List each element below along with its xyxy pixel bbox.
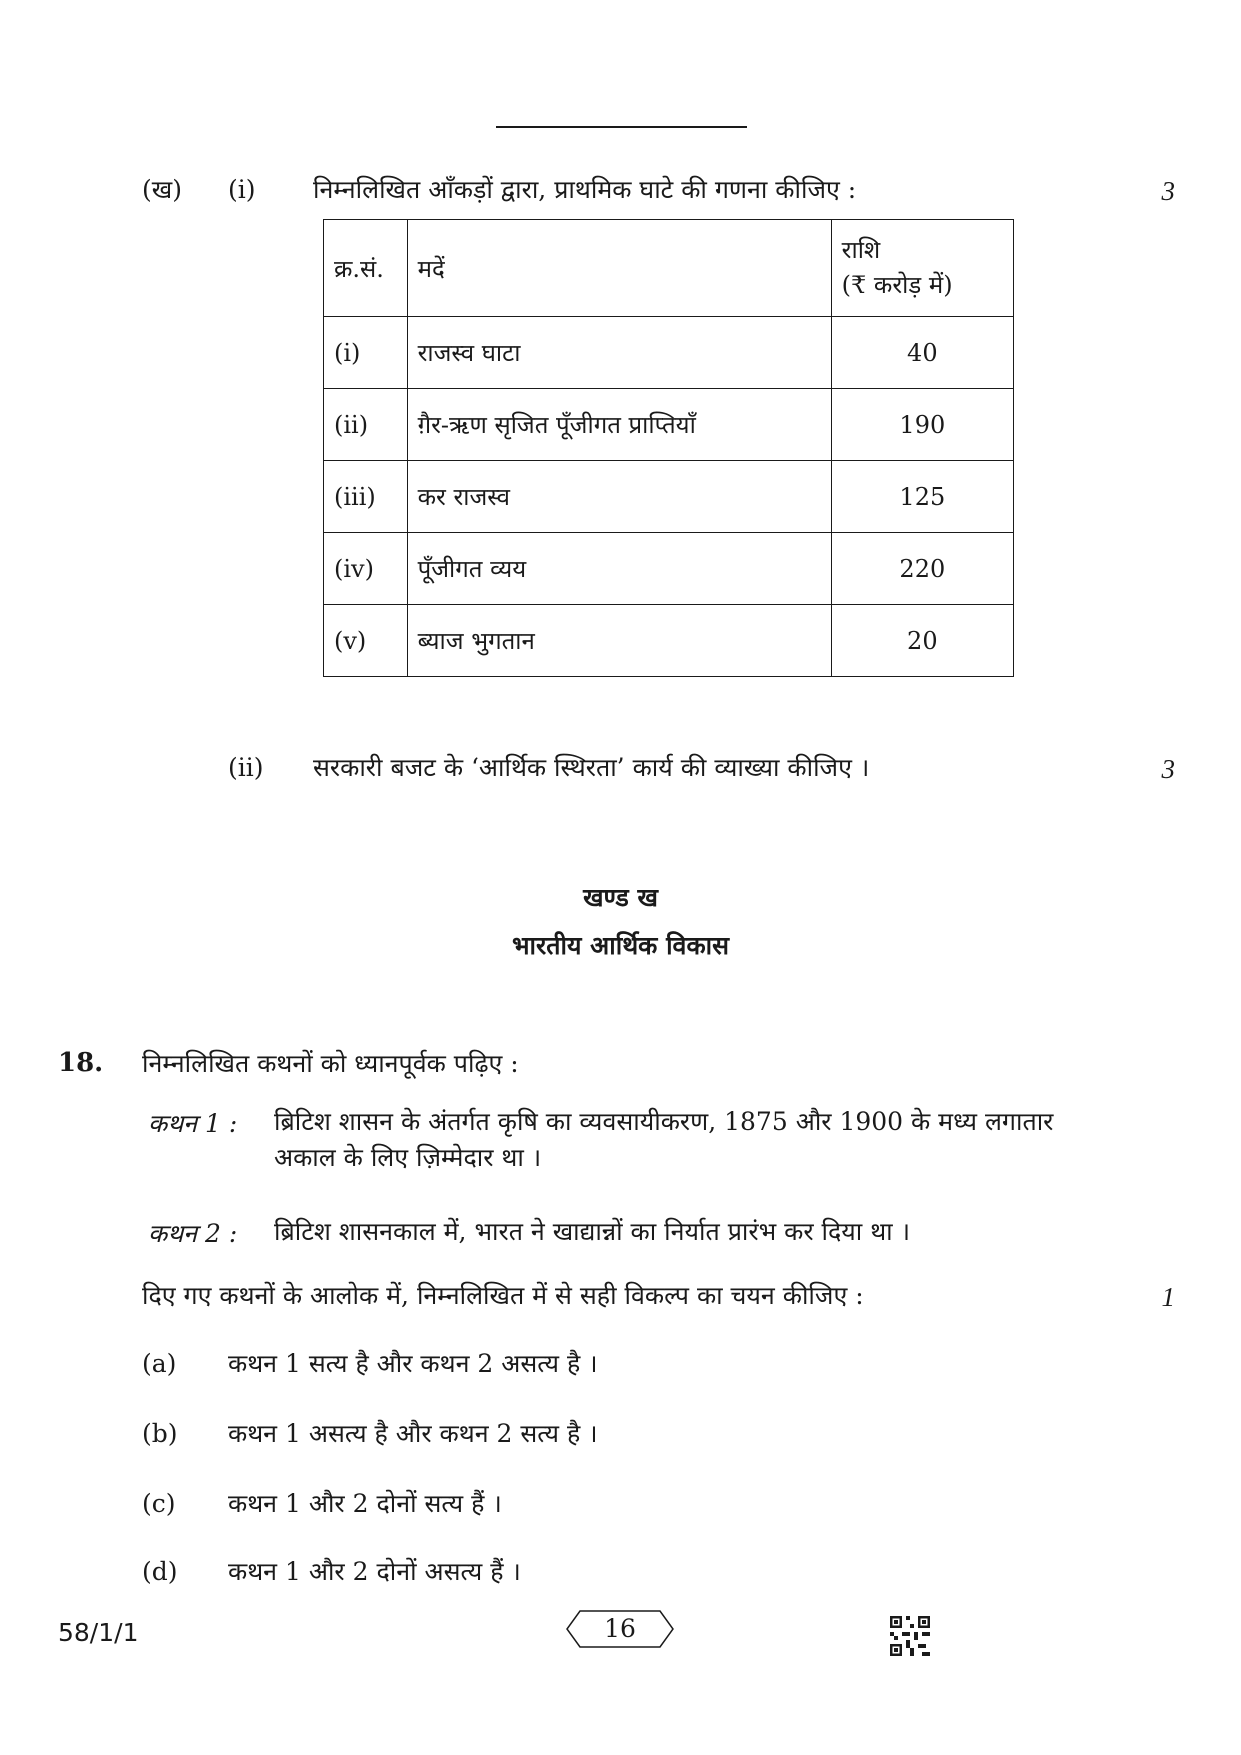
row-amount: 190: [831, 389, 1013, 461]
qr-code: [890, 1615, 930, 1657]
top-divider: [496, 126, 747, 128]
table-header-row: [324, 220, 1014, 317]
row-item: कर राजस्व: [407, 461, 831, 533]
header-sno: क्र.सं.: [324, 220, 408, 317]
option-text: कथन 1 और 2 दोनों असत्य हैं ।: [228, 1557, 521, 1586]
row-amount: 40: [831, 317, 1013, 389]
question-number: 18.: [58, 1048, 104, 1078]
table-row: [324, 461, 1014, 533]
option-label: (c): [142, 1489, 176, 1518]
statement-label: कथन 1 :: [148, 1109, 238, 1138]
statement-text: ब्रिटिश शासनकाल में, भारत ने खाद्यान्नों का निर्यात प्रारंभ कर दिया था ।: [274, 1217, 911, 1246]
part-label: (ख): [142, 175, 182, 204]
option-text: कथन 1 सत्य है और कथन 2 असत्य है ।: [228, 1349, 598, 1378]
marks: 3: [1161, 754, 1175, 784]
section-subtitle: भारतीय आर्थिक विकास: [511, 931, 730, 960]
header-amount-line1: राशि: [841, 236, 881, 265]
page-number: 16: [604, 1614, 636, 1643]
statement-label: कथन 2 :: [148, 1219, 238, 1248]
row-sno: (v): [324, 605, 408, 677]
row-item: पूँजीगत व्यय: [407, 533, 831, 605]
option-label: (b): [142, 1419, 178, 1448]
subquestion-number: (ii): [228, 753, 264, 782]
row-sno: (ii): [324, 389, 408, 461]
row-sno: (iii): [324, 461, 408, 533]
option-text: कथन 1 और 2 दोनों सत्य हैं ।: [228, 1489, 502, 1518]
header-amount-line2: (₹ करोड़ में): [841, 271, 953, 299]
table-row: [324, 317, 1014, 389]
row-amount: 125: [831, 461, 1013, 533]
table-row: [324, 605, 1014, 677]
question-intro: निम्नलिखित कथनों को ध्यानपूर्वक पढ़िए :: [142, 1049, 519, 1078]
subquestion-number: (i): [228, 175, 256, 204]
page-number-box: [566, 1610, 674, 1648]
subquestion-text: सरकारी बजट के ‘आर्थिक स्थिरता’ कार्य की व्याख्या कीजिए ।: [313, 753, 870, 782]
row-item: ब्याज भुगतान: [407, 605, 831, 677]
marks: 3: [1161, 176, 1175, 206]
row-item: राजस्व घाटा: [407, 317, 831, 389]
statement-text: ब्रिटिश शासन के अंतर्गत कृषि का व्यवसायीकरण, 1875 और 1900 के मध्य लगातार अकाल के लिए ज़िम्मेदार था ।: [274, 1107, 1054, 1173]
section-title: खण्ड ख: [583, 883, 658, 912]
table-row: [324, 533, 1014, 605]
row-item: ग़ैर-ऋण सृजित पूँजीगत प्राप्तियाँ: [407, 389, 831, 461]
row-sno: (i): [324, 317, 408, 389]
option-label: (a): [142, 1349, 177, 1378]
paper-code: 58/1/1: [58, 1618, 139, 1647]
marks: 1: [1161, 1282, 1175, 1312]
data-table: [323, 219, 1014, 677]
header-amount: [831, 220, 1013, 317]
row-sno: (iv): [324, 533, 408, 605]
row-amount: 220: [831, 533, 1013, 605]
option-text: कथन 1 असत्य है और कथन 2 सत्य है ।: [228, 1419, 598, 1448]
question-prompt: दिए गए कथनों के आलोक में, निम्नलिखित में से सही विकल्प का चयन कीजिए :: [142, 1281, 864, 1310]
option-label: (d): [142, 1557, 178, 1586]
table-row: [324, 389, 1014, 461]
subquestion-text: निम्नलिखित आँकड़ों द्वारा, प्राथमिक घाटे की गणना कीजिए :: [313, 175, 857, 204]
row-amount: 20: [831, 605, 1013, 677]
header-item: मदें: [407, 220, 831, 317]
